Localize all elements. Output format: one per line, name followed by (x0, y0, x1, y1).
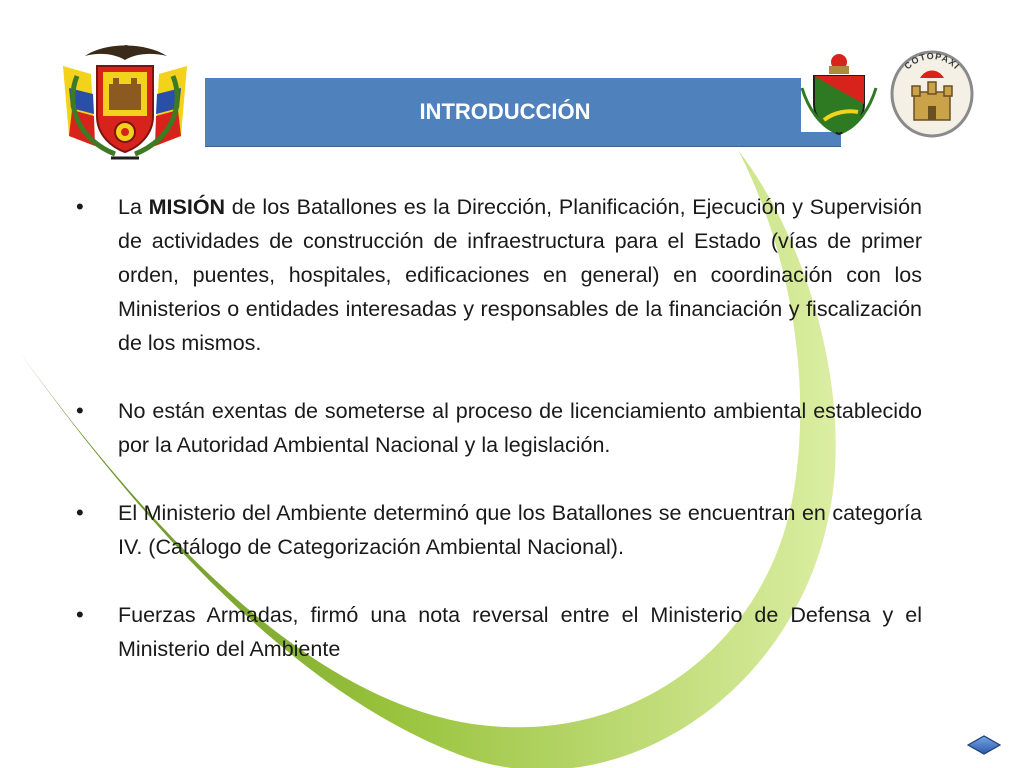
bullet-licenciamiento (72, 394, 922, 462)
bullet-categoria (72, 496, 922, 564)
title-bar (205, 78, 841, 147)
bullet-3-text: El Ministerio del Ambiente determinó que los Batallones se encuentran en categoría IV. (Catálogo de Categorización Ambiental Nacional). (118, 501, 922, 559)
bullet-2-text: No están exentas de someterse al proceso de licenciamiento ambiental establecido por la Autoridad Ambiental Nacional y la legislación. (118, 399, 922, 457)
battalion-shield-logo (800, 48, 878, 136)
bullet-mision (72, 190, 922, 360)
bullet-fuerzas-armadas (72, 598, 922, 666)
bullet-1-lead: La (118, 195, 149, 219)
slide-title: INTRODUCCIÓN (419, 99, 591, 124)
cotopaxi-label: COTOPAXI (902, 51, 962, 72)
bullet-1-bold: MISIÓN (148, 195, 226, 219)
bullet-1-text: de los Batallones es la Dirección, Planificación, Ejecución y Supervisión de actividades de construcción de infraestructura para el Estado (vías de primer orden, puentes, hospitales, edificaciones en general) en coordinación con los Ministerios o entidades interesadas y responsables de la financiación y fiscalización de los mismos. (118, 195, 922, 355)
bullet-list (72, 190, 922, 700)
next-slide-icon[interactable] (966, 734, 1002, 756)
ecuador-coat-of-arms-logo (55, 36, 195, 164)
bullet-4-text: Fuerzas Armadas, firmó una nota reversal entre el Ministerio de Defensa y el Ministerio del Ambiente (118, 603, 922, 661)
cotopaxi-emblem-logo (890, 48, 974, 138)
